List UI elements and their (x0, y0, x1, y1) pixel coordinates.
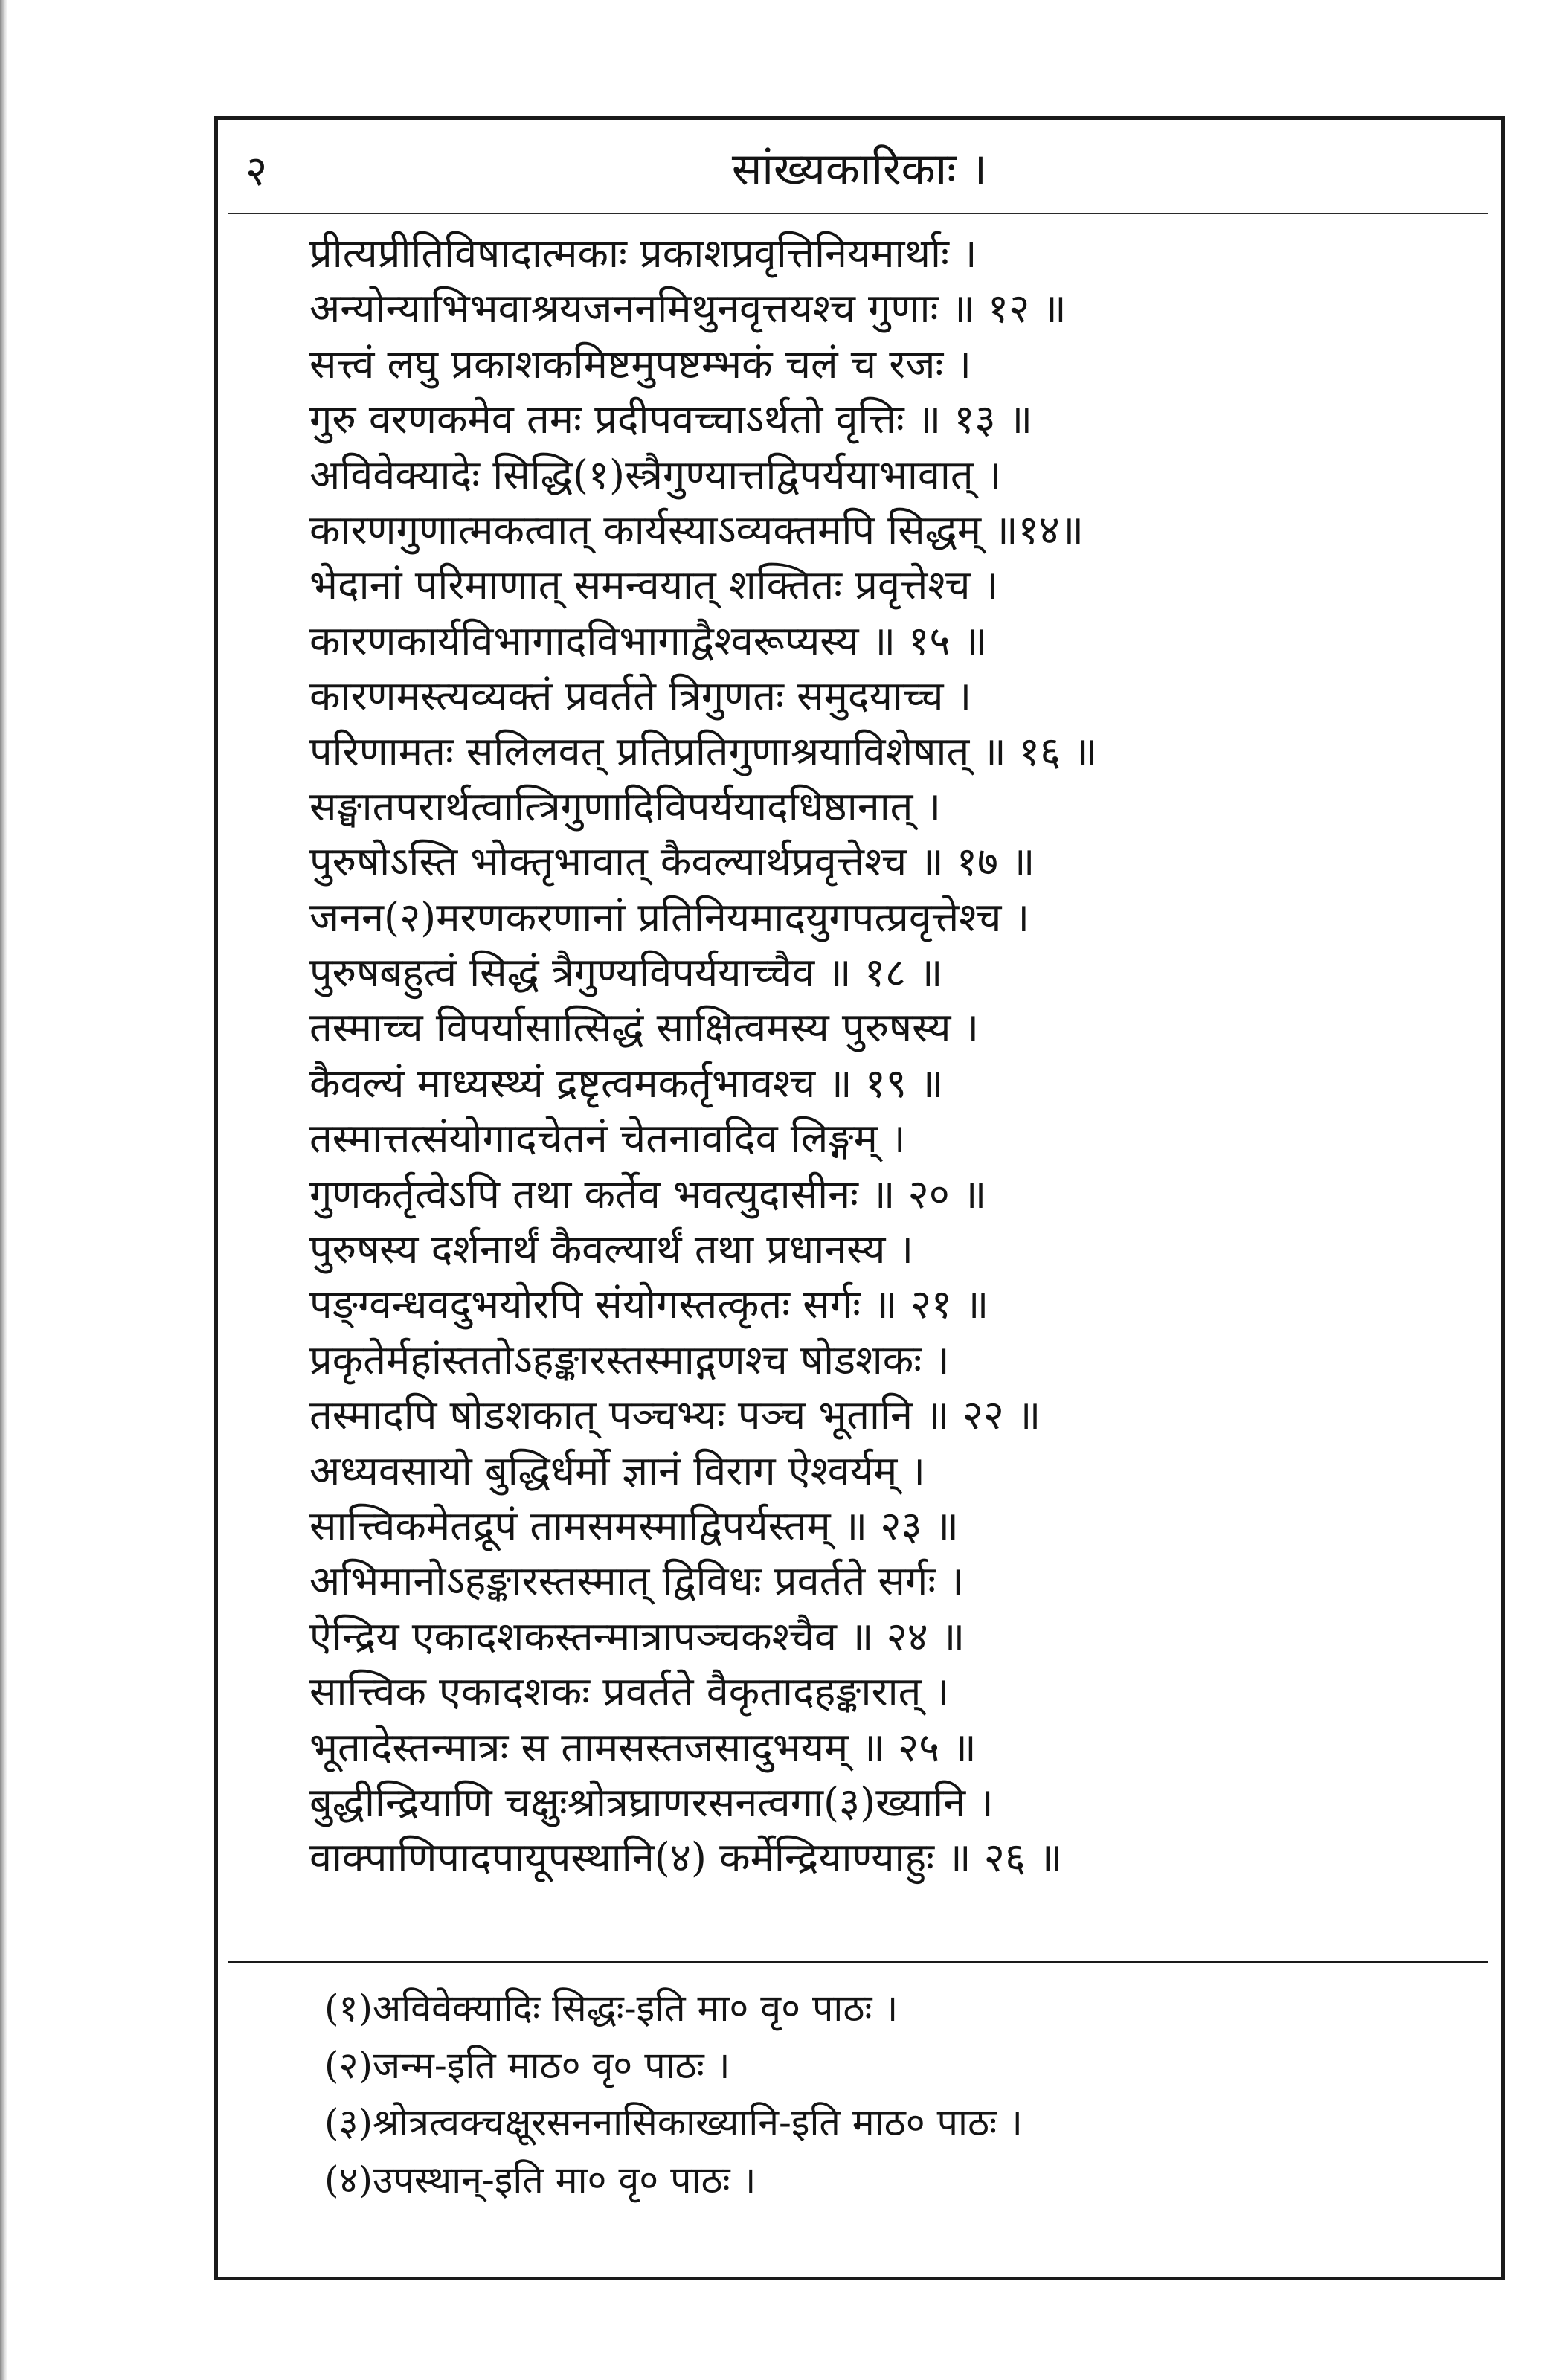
verse-line: परिणामतः सलिलवत् प्रतिप्रतिगुणाश्रयाविशेषात् ॥ १६ ॥ (309, 727, 1098, 775)
page-frame (214, 116, 1505, 2280)
verse-line: बुद्धीन्द्रियाणि चक्षुःश्रोत्रघ्राणरसनत्वगा(३)ख्यानि । (309, 1778, 994, 1826)
running-title: सांख्यकारिकाः । (731, 144, 988, 196)
verse-line: वाक्पाणिपादपायूपस्थानि(४) कर्मेन्द्रियाण्याहुः ॥ २६ ॥ (309, 1834, 1063, 1882)
verse-line: अन्योन्याभिभवाश्रयजननमिथुनवृत्तयश्च गुणाः ॥ १२ ॥ (309, 285, 1067, 332)
page-header (214, 137, 1505, 204)
footnote: (४)उपस्थान्-इति मा० वृ० पाठः । (324, 2158, 756, 2202)
verse-line: गुरु वरणकमेव तमः प्रदीपवच्चाऽर्थतो वृत्तिः ॥ १३ ॥ (309, 396, 1033, 443)
bottom-border-rule (214, 2277, 1505, 2280)
verse-line: प्रीत्यप्रीतिविषादात्मकाः प्रकाशप्रवृत्तिनियमार्थाः । (309, 230, 977, 277)
verse-line: अध्यवसायो बुद्धिर्धर्मो ज्ञानं विराग ऐश्वर्यम् । (309, 1447, 925, 1494)
footnote: (२)जन्म-इति माठ० वृ० पाठः । (324, 2044, 730, 2087)
verse-line: गुणकर्तृत्वेऽपि तथा कर्तेव भवत्युदासीनः ॥ २० ॥ (309, 1170, 987, 1218)
verse-line: जनन(२)मरणकरणानां प्रतिनियमादयुगपत्प्रवृत्तेश्च । (309, 893, 1030, 941)
verse-line: तस्माच्च विपर्यासात्सिद्धं साक्षित्वमस्य पुरुषस्य । (309, 1004, 980, 1052)
verse-line: तस्मादपि षोडशकात् पञ्चभ्यः पञ्च भूतानि ॥ २२ ॥ (309, 1392, 1041, 1439)
verse-line: अविवेक्यादेः सिद्धि(१)स्त्रैगुण्यात्तद्विपर्ययाभावात् । (309, 451, 1002, 498)
top-border-rule (214, 116, 1505, 120)
scan-edge (0, 0, 7, 2380)
verse-line: सात्त्विकमेतद्रूपं तामसमस्माद्विपर्यस्तम् ॥ २३ ॥ (309, 1502, 959, 1549)
verse-line: पुरुषबहुत्वं सिद्धं त्रैगुण्यविपर्ययाच्चैव ॥ १८ ॥ (309, 949, 943, 997)
verse-line: ऐन्द्रिय एकादशकस्तन्मात्रापञ्चकश्चैव ॥ २४ ॥ (309, 1612, 965, 1660)
header-rule (228, 213, 1488, 214)
verse-line: पङ्ग्वन्धवदुभयोरपि संयोगस्तत्कृतः सर्गः ॥ २१ ॥ (309, 1281, 989, 1328)
verse-line: सत्त्वं लघु प्रकाशकमिष्टमुपष्टम्भकं चलं च रजः । (309, 340, 971, 387)
verse-line: सात्त्विक एकादशकः प्रवर्तते वैकृतादहङ्कारात् । (309, 1668, 949, 1716)
verse-line: कारणकार्यविभागादविभागाद्वैश्वरूप्यस्य ॥ १५ ॥ (309, 617, 987, 664)
footnote-block (324, 1980, 1455, 2209)
verse-line: भूतादेस्तन्मात्रः स तामसस्तजसादुभयम् ॥ २५ ॥ (309, 1723, 977, 1771)
verse-line: अभिमानोऽहङ्कारस्तस्मात् द्विविधः प्रवर्तते सर्गः । (309, 1557, 964, 1605)
page-number: २ (245, 147, 268, 196)
verse-line: तस्मात्तत्संयोगादचेतनं चेतनावदिव लिङ्गम् । (309, 1115, 906, 1162)
footnote-rule (228, 1961, 1488, 1964)
verse-line: प्रकृतेर्महांस्ततोऽहङ्कारस्तस्माद्गणश्च षोडशकः । (309, 1336, 950, 1383)
verse-line: भेदानां परिमाणात् समन्वयात् शक्तितः प्रवृत्तेश्च । (309, 562, 999, 609)
verse-line: सङ्घातपरार्थत्वात्त्रिगुणादिविपर्ययादधिष्ठानात् । (309, 782, 942, 830)
verse-line: कैवल्यं माध्यस्थ्यं द्रष्टृत्वमकर्तृभावश्च ॥ १९ ॥ (309, 1059, 944, 1107)
right-border-rule (1501, 116, 1505, 2280)
verse-line: कारणगुणात्मकत्वात् कार्यस्याऽव्यक्तमपि सिद्धम् ॥१४॥ (309, 506, 1084, 553)
verse-line: पुरुषस्य दर्शनार्थं कैवल्यार्थं तथा प्रधानस्य । (309, 1226, 914, 1273)
left-border-rule (214, 116, 218, 2280)
verse-block (309, 226, 1470, 1886)
verse-line: पुरुषोऽस्ति भोक्तृभावात् कैवल्यार्थप्रवृत्तेश्च ॥ १७ ॥ (309, 838, 1035, 886)
verse-line: कारणमस्त्यव्यक्तं प्रवर्तते त्रिगुणतः समुदयाच्च । (309, 672, 972, 720)
footnote: (३)श्रोत्रत्वक्चक्षूरसननासिकाख्यानि-इति माठ० पाठः । (324, 2101, 1023, 2144)
footnote: (१)अविवेक्यादिः सिद्धः-इति मा० वृ० पाठः । (324, 1987, 899, 2030)
